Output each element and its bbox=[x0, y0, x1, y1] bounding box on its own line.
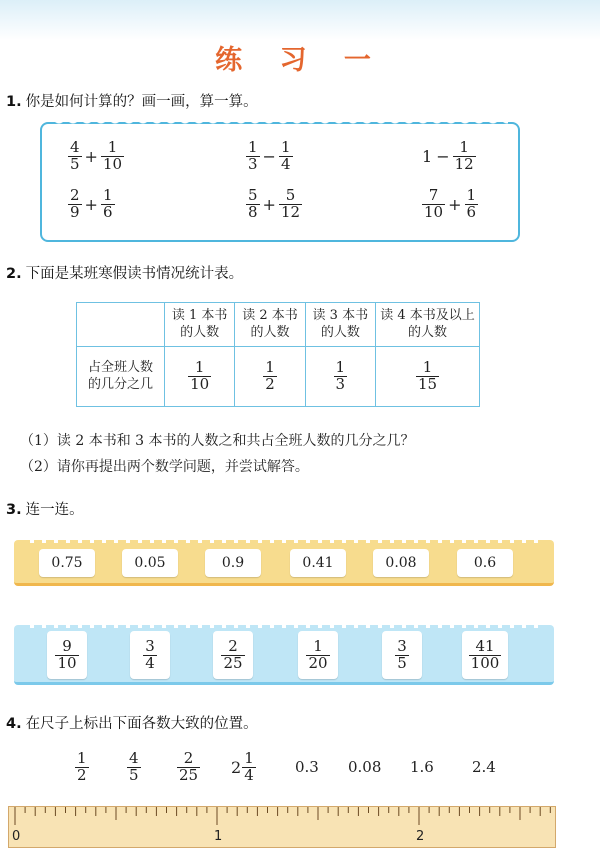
fraction: $\frac{4}{5}$ bbox=[70, 138, 80, 173]
decimal-card[interactable]: 0.75 bbox=[39, 549, 95, 577]
fraction: $\frac{1}{15}$ bbox=[417, 358, 438, 393]
fraction-card[interactable]: $\frac{2}{25}$ bbox=[213, 631, 253, 679]
q1-expression bbox=[246, 140, 293, 173]
q4-number: 0.3 bbox=[295, 758, 319, 776]
page-title: 练 习 一 bbox=[215, 45, 385, 76]
fraction: $\frac{1}{10}$ bbox=[102, 138, 123, 173]
ruler-ticks bbox=[9, 807, 557, 849]
q1-number: 1. bbox=[6, 94, 22, 110]
q1-expression bbox=[422, 188, 478, 221]
fraction-card[interactable]: $\frac{3}{5}$ bbox=[382, 631, 422, 679]
ruler-label-0: 0 bbox=[12, 829, 21, 844]
q1-prompt: 你是如何计算的？画一画，算一算。 bbox=[25, 94, 258, 110]
q2-sub1: （1）读 2 本书和 3 本书的人数之和共占全班人数的几分之几？ bbox=[20, 433, 415, 449]
ruler-label-1: 1 bbox=[214, 829, 223, 844]
q4-prompt: 在尺子上标出下面各数大致的位置。 bbox=[25, 716, 258, 732]
fraction: $\frac{1}{10}$ bbox=[190, 358, 210, 393]
q1-expression bbox=[68, 188, 115, 221]
operator: + bbox=[448, 194, 462, 214]
q4-number: $\frac{2}{25}$ bbox=[179, 748, 199, 784]
decimal-card[interactable]: 0.41 bbox=[290, 549, 346, 577]
top-band bbox=[0, 0, 600, 40]
table-header-cell: 读 1 本书 的人数 bbox=[165, 303, 235, 347]
q2-prompt: 下面是某班寒假读书情况统计表。 bbox=[25, 266, 244, 282]
q1-expression bbox=[422, 140, 476, 173]
q4-number: 1.6 bbox=[410, 758, 434, 776]
q4-heading bbox=[6, 712, 258, 733]
q3-prompt: 连一连。 bbox=[25, 502, 84, 518]
q4-number: 0.08 bbox=[348, 758, 382, 776]
table-header-cell bbox=[77, 303, 165, 347]
table-header-cell: 读 2 本书 的人数 bbox=[235, 303, 305, 347]
decimal-card[interactable]: 0.05 bbox=[122, 549, 178, 577]
fraction: $\frac{5}{12}$ bbox=[280, 186, 301, 221]
fraction: $\frac{7}{10}$ bbox=[424, 186, 444, 221]
table-cell bbox=[235, 347, 305, 407]
q3-heading bbox=[6, 498, 84, 519]
q1-heading bbox=[6, 90, 258, 111]
fraction: $\frac{1}{2}$ bbox=[265, 358, 275, 393]
q2-heading bbox=[6, 262, 243, 283]
fraction: $\frac{1}{3}$ bbox=[335, 358, 346, 393]
ruler[interactable] bbox=[8, 806, 556, 848]
q2-sub2: （2）请你再提出两个数学问题，并尝试解答。 bbox=[20, 459, 309, 475]
q4-number: 2 $\frac{1}{4}$ bbox=[231, 748, 254, 784]
fraction-card[interactable]: $\frac{3}{4}$ bbox=[130, 631, 170, 679]
fraction: $\frac{2}{9}$ bbox=[70, 186, 80, 221]
q1-calc-box bbox=[40, 122, 520, 242]
fraction: $\frac{1}{3}$ bbox=[248, 138, 258, 173]
operator: + bbox=[84, 194, 98, 214]
decimal-card[interactable]: 0.6 bbox=[457, 549, 513, 577]
q4-number: 2.4 bbox=[472, 758, 496, 776]
fraction: $\frac{1}{6}$ bbox=[102, 186, 113, 221]
fraction-card[interactable]: $\frac{41}{100}$ bbox=[462, 631, 508, 679]
table-row-label: 占全班人数 的几分之几 bbox=[77, 347, 165, 407]
table-header-cell: 读 3 本书 的人数 bbox=[305, 303, 375, 347]
reading-stats-table bbox=[76, 302, 480, 407]
operator: + bbox=[262, 194, 276, 214]
fraction-card[interactable]: $\frac{1}{20}$ bbox=[298, 631, 338, 679]
table-cell bbox=[305, 347, 375, 407]
q4-number: $\frac{4}{5}$ bbox=[129, 748, 139, 784]
fraction: $\frac{1}{4}$ bbox=[280, 138, 291, 173]
q4-number: 4. bbox=[6, 716, 22, 732]
fraction-card[interactable]: $\frac{9}{10}$ bbox=[47, 631, 87, 679]
decimal-card[interactable]: 0.9 bbox=[205, 549, 261, 577]
table-cell bbox=[165, 347, 235, 407]
ruler-label-2: 2 bbox=[416, 829, 425, 844]
operator: − bbox=[262, 146, 276, 166]
table-cell bbox=[376, 347, 480, 407]
fraction: $\frac{1}{12}$ bbox=[454, 138, 474, 173]
q4-number-row bbox=[0, 747, 600, 787]
decimal-card[interactable]: 0.08 bbox=[373, 549, 429, 577]
fraction: $\frac{5}{8}$ bbox=[248, 186, 258, 221]
whole-number: 1 bbox=[422, 146, 433, 166]
operator: − bbox=[436, 146, 450, 166]
q1-expression bbox=[68, 140, 124, 173]
operator: + bbox=[84, 146, 98, 166]
fraction: $\frac{1}{6}$ bbox=[466, 186, 477, 221]
q4-number: $\frac{1}{2}$ bbox=[77, 748, 87, 784]
table-header-cell: 读 4 本书及以上 的人数 bbox=[376, 303, 480, 347]
q3-number: 3. bbox=[6, 502, 22, 518]
q2-number: 2. bbox=[6, 266, 22, 282]
q1-expression bbox=[246, 188, 302, 221]
